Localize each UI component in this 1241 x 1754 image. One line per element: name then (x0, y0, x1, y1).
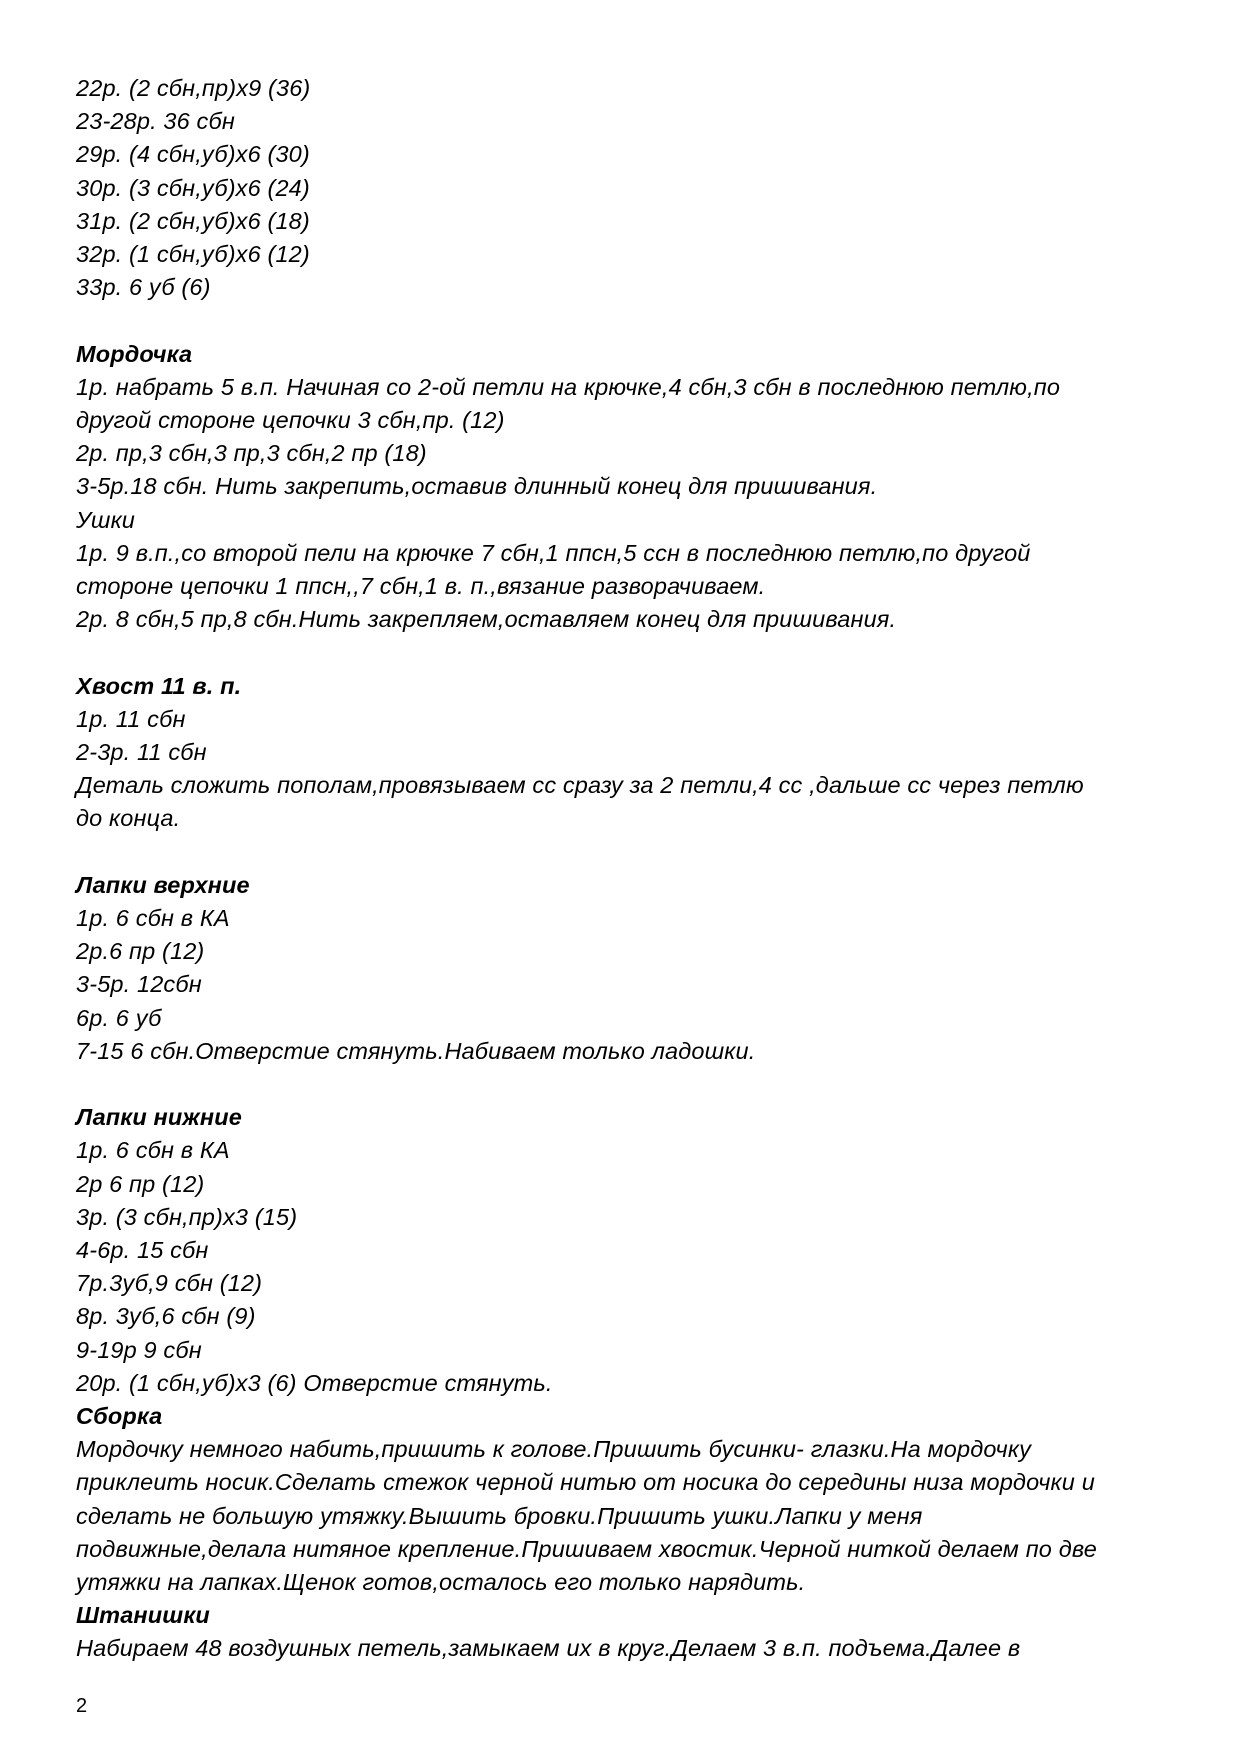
pattern-row: до конца. (76, 805, 181, 832)
pattern-row: 20р. (1 сбн,уб)х3 (6) Отверстие стянуть. (76, 1369, 553, 1396)
pattern-row: 7р.3уб,9 сбн (12) (76, 1270, 263, 1297)
pattern-row: 1р. 6 сбн в КА (76, 905, 230, 932)
section-lower-paws (76, 1101, 1176, 1400)
pattern-row: 23-28р. 36 сбн (76, 108, 235, 135)
pattern-row: 3-5р.18 сбн. Нить закрепить,оставив длинный конец для пришивания. (76, 473, 878, 500)
pattern-row: 2-3р. 11 сбн (76, 739, 207, 766)
intro-rows (76, 72, 1176, 304)
pattern-row: 2р. 8 сбн,5 пр,8 сбн.Нить закрепляем,оставляем конец для пришивания. (76, 606, 897, 633)
paragraph-gap (76, 836, 1176, 869)
pattern-row: 1р. набрать 5 в.п. Начиная со 2-ой петли на крючке,4 сбн,3 сбн в последнюю петлю,по (76, 373, 1061, 400)
pattern-row: 1р. 9 в.п.,со второй пели на крючке 7 сбн,1 ппсн,5 ссн в последнюю петлю,по другой (76, 539, 1031, 566)
pattern-row: 9-19р 9 сбн (76, 1336, 202, 1363)
pattern-row: 30р. (3 сбн,уб)х6 (24) (76, 174, 310, 201)
page-number: 2 (76, 1695, 88, 1717)
pattern-row: 22р. (2 сбн,пр)х9 (36) (76, 75, 311, 101)
section-muzzle (76, 338, 1176, 637)
pattern-row: стороне цепочки 1 ппсн,,7 сбн,1 в. п.,вязание разворачиваем. (76, 573, 766, 600)
section-heading: Штанишки (76, 1602, 210, 1629)
pattern-row: Деталь сложить пополам,провязываем сс сразу за 2 петли,4 сс ,дальше сс через петлю (76, 772, 1084, 799)
pattern-row: 2р 6 пр (12) (76, 1170, 205, 1197)
paragraph-line: Набираем 48 воздушных петель,замыкаем их в круг.Делаем 3 в.п. подъема.Далее в (76, 1635, 1021, 1662)
pattern-row: 8р. 3уб,6 сбн (9) (76, 1303, 256, 1330)
pattern-row: 33р. 6 уб (6) (76, 274, 211, 301)
paragraph-line: сделать не большую утяжку.Вышить бровки.Пришить ушки.Лапки у меня (76, 1502, 923, 1529)
pattern-row: 1р. 6 сбн в КА (76, 1137, 230, 1164)
paragraph-line: приклеить носик.Сделать стежок черной нитью от носика до середины низа мордочки и (76, 1469, 1095, 1496)
pattern-row: 1р. 11 сбн (76, 705, 186, 732)
paragraph-gap (76, 1068, 1176, 1101)
paragraph-gap (76, 304, 1176, 337)
section-upper-paws (76, 869, 1176, 1068)
pattern-row: 4-6р. 15 сбн (76, 1237, 209, 1264)
subheading-ears: Ушки (76, 506, 136, 533)
pattern-row: 31р. (2 сбн,уб)х6 (18) (76, 207, 310, 234)
paragraph-line: утяжки на лапках.Щенок готов,осталось его только нарядить. (76, 1569, 806, 1596)
paragraph-gap (76, 636, 1176, 669)
pattern-row: 3-5р. 12сбн (76, 971, 202, 998)
pattern-row: 6р. 6 уб (76, 1004, 162, 1031)
pattern-row: 32р. (1 сбн,уб)х6 (12) (76, 241, 310, 268)
pattern-row: другой стороне цепочки 3 сбн,пр. (12) (76, 407, 505, 434)
pattern-row: 2р. пр,3 сбн,3 пр,3 сбн,2 пр (18) (76, 440, 427, 467)
paragraph-line: подвижные,делала нитяное крепление.Пришиваем хвостик.Черной ниткой делаем по две (76, 1535, 1097, 1562)
section-heading: Лапки нижние (76, 1104, 242, 1131)
pattern-row: 7-15 6 сбн.Отверстие стянуть.Набиваем только ладошки. (76, 1037, 756, 1064)
section-heading: Сборка (76, 1403, 163, 1430)
section-assembly (76, 1400, 1176, 1599)
section-heading: Лапки верхние (76, 871, 250, 898)
section-pants (76, 1599, 1176, 1665)
pattern-row: 2р.6 пр (12) (76, 938, 205, 965)
section-heading: Хвост 11 в. п. (76, 672, 242, 699)
pattern-row: 3р. (3 сбн,пр)х3 (15) (76, 1203, 298, 1230)
page-content (76, 72, 1176, 1666)
section-heading: Мордочка (76, 340, 193, 367)
pattern-row: 29р. (4 сбн,уб)х6 (30) (76, 141, 310, 168)
section-tail (76, 670, 1176, 836)
paragraph-line: Мордочку немного набить,пришить к голове.Пришить бусинки- глазки.На мордочку (76, 1436, 1031, 1463)
